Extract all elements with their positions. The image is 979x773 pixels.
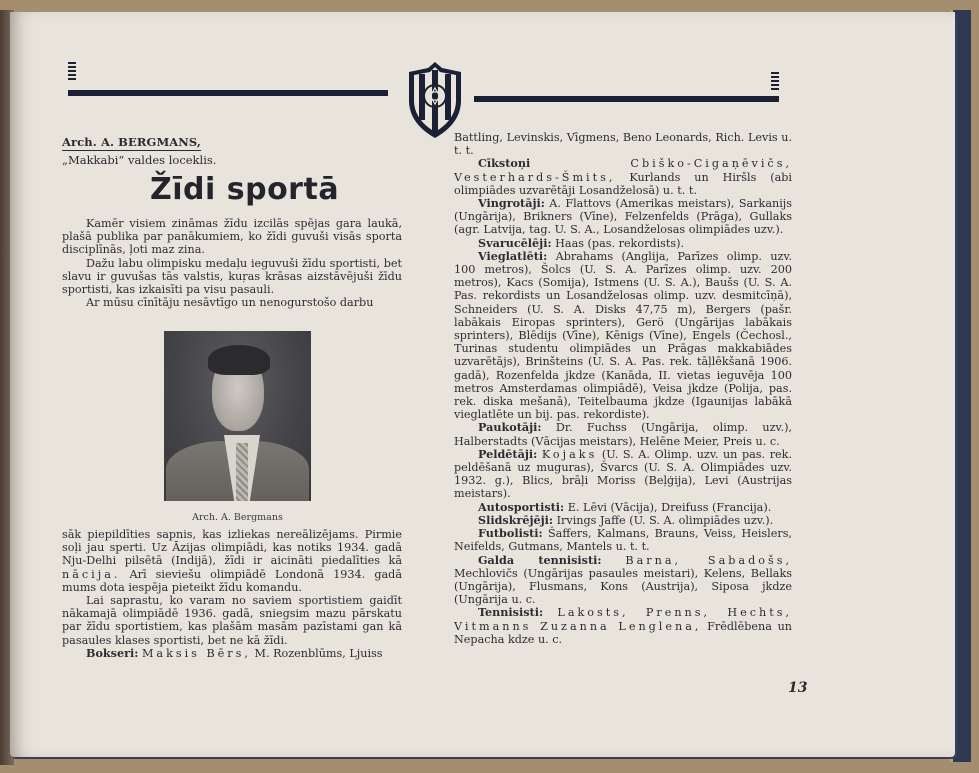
header-rule-left: [68, 90, 388, 96]
section-table-tennis: Galda tennisisti: Barna, Sabadošs, Mechlovičs (Ungārijas pasaules meistari), Kelens, Bellaks (Ungārija), Flusmans, Kons (Austrija), Siposa jkdze (Ungārija u. c.: [454, 552, 792, 607]
left-column-top: [62, 217, 402, 309]
photo-caption: Arch. A. Bergmans: [192, 512, 283, 523]
left-column-bottom: [62, 528, 402, 660]
header-bar-ornament-left: [68, 62, 76, 82]
section-weightlifters: Svarucēlēji: Haas (pas. rekordists).: [478, 235, 685, 250]
section-tennis: Tennisisti: Lakosts, Prenns, Hechts, Vitmanns Zuzanna Lenglena, Frēdlēbena un Nepacha kdze u. c.: [454, 605, 792, 646]
paragraph: Battling, Levinskis, Vīgmens, Beno Leonards, Rich. Levis u. t. t.: [454, 131, 792, 158]
right-column: [454, 131, 792, 646]
paragraph: sāk piepildīties sapnis, kas izliekas nereālizējams. Pirmie soļi jau sperti. Uz Āzijas olimpiādi, kas notiks 1934. gadā Nju-Delhi pilsētā (Indijā), žīdi ir aicināti piedalīties kā nācija. Arī sieviešu olimpiādē Londonā 1934. gadā mums dota iespēja pieteikt žīdu komandu.: [62, 528, 402, 594]
header-rule-right: [474, 96, 779, 102]
section-motorsport: Autosportisti: E. Lēvi (Vācija), Dreifuss (Francija).: [478, 499, 772, 514]
paragraph: Ar mūsu cīnītāju nesāvtīgo un nenogurstošo darbu: [86, 296, 374, 310]
paragraph: Kamēr visiem zināmas žīdu izcilās spējas gara laukā, plašā publika par panākumiem, ko žīdi guvuši visās sporta disciplīnās, ļoti maz zina.: [62, 217, 402, 257]
makkabi-shield-icon: [405, 60, 465, 140]
section-gymnasts: Vingrotāji: A. Flattovs (Amerikas meistars), Sarkanijs (Ungārija), Brikners (Vīne), Felzenfelds (Prāga), Gullaks (agr. Latvija, tag. U. S. A., Losandželosas olimpiādes uzv.).: [454, 196, 792, 237]
section-fencers: Paukotāji: Dr. Fuchss (Ungārija, olimp. uzv.), Halberstadts (Vācijas meistars), Helēne Meier, Preis u. c.: [454, 420, 792, 448]
book-page: [10, 12, 955, 757]
paragraph: Dažu labu olimpisku medaļu ieguvuši žīdu sportisti, bet slavu ir guvušas tās valstis, kuŗas krāsas aizstāvējuši žīdu sportisti, kas izkaisīti pa visu pasauli.: [62, 256, 402, 297]
article-title: Žīdi sportā: [150, 172, 340, 207]
header-bar-ornament-right: [771, 72, 779, 92]
section-skaters: Slidskrējēji: Irvings Jaffe (U. S. A. olimpiādes uzv.).: [478, 512, 774, 527]
author-portrait-photo: [164, 331, 311, 501]
author-role: „Makkabi“ valdes loceklis.: [62, 153, 217, 167]
section-boxers: Bokseri: Maksis Bērs, M. Rozenblūms, Ljuiss: [86, 645, 383, 660]
section-footballers: Futbolisti: Šaffers, Kalmans, Brauns, Veiss, Heislers, Neifelds, Gutmans, Mantels u. t. t.: [454, 526, 792, 554]
page-number: 13: [788, 680, 808, 696]
paragraph: Lai saprastu, ko varam no saviem sportistiem gaidīt nākamajā olimpiādē 1936. gadā, sniegsim mazu pārskatu par žīdu sportistiem, kas plašām masām pazīstami gan kā pasaules klases sportisti, bet ne kā žīdi.: [62, 594, 402, 647]
section-swimmers: Peldētāji: Kojaks (U. S. A. Olimp. uzv. un pas. rek. peldēšanā uz muguras), Švarcs (U. S. A. Olimpiādes uzv. 1932. g.), Blics, brāļi Moriss (Beļģija), Levi (Austrijas meistars).: [454, 446, 793, 501]
section-wrestlers: Cīkstoņi Cbiško-Cigaņēvičs, Vesterhards-Šmits, Kurlands un Hiršls (abi olimpiādes uzvarētāji Losandželosā) u. t. t.: [454, 156, 792, 197]
section-athletics: Vieglatlēti: Abrahams (Anglija, Parīzes olimp. uzv. 100 metros), Šolcs (U. S. A. Parīzes olimp. uzv. 200 metros), Kacs (Somija), Istmens (U. S. A.), Baušs (U. S. A. Pas. rekordists un Losandželosas olimp. uzv. desmitcīņā), Schneiders (U. S. A. Disks 47,75 m), Bergers (pašr. labākais Eiropas sprinters), Gerö (Ungārijas labākais sprinters), Blēdijs (Vīne), Kēnigs (Vīne), Engels (Čechosl., Turinas studentu olimpiādes un Prāgas makkabiādes uzvarētājs), Brinšteins (U. S. A. Pas. rek. tāļlēkšanā 1906. gadā), Rozenfelda jkdze (Kanāda, II. vietas ieguvēja 100 metros Amsterdamas olimpiādē), Veisa jkdze (Polija, pas. rek. diska mešanā), Teitelbauma jkdze (Igaunijas labākā vieglatlēte un bij. pas. rekordiste).: [454, 248, 792, 422]
article-author: Arch. A. BERGMANS,: [62, 135, 202, 149]
